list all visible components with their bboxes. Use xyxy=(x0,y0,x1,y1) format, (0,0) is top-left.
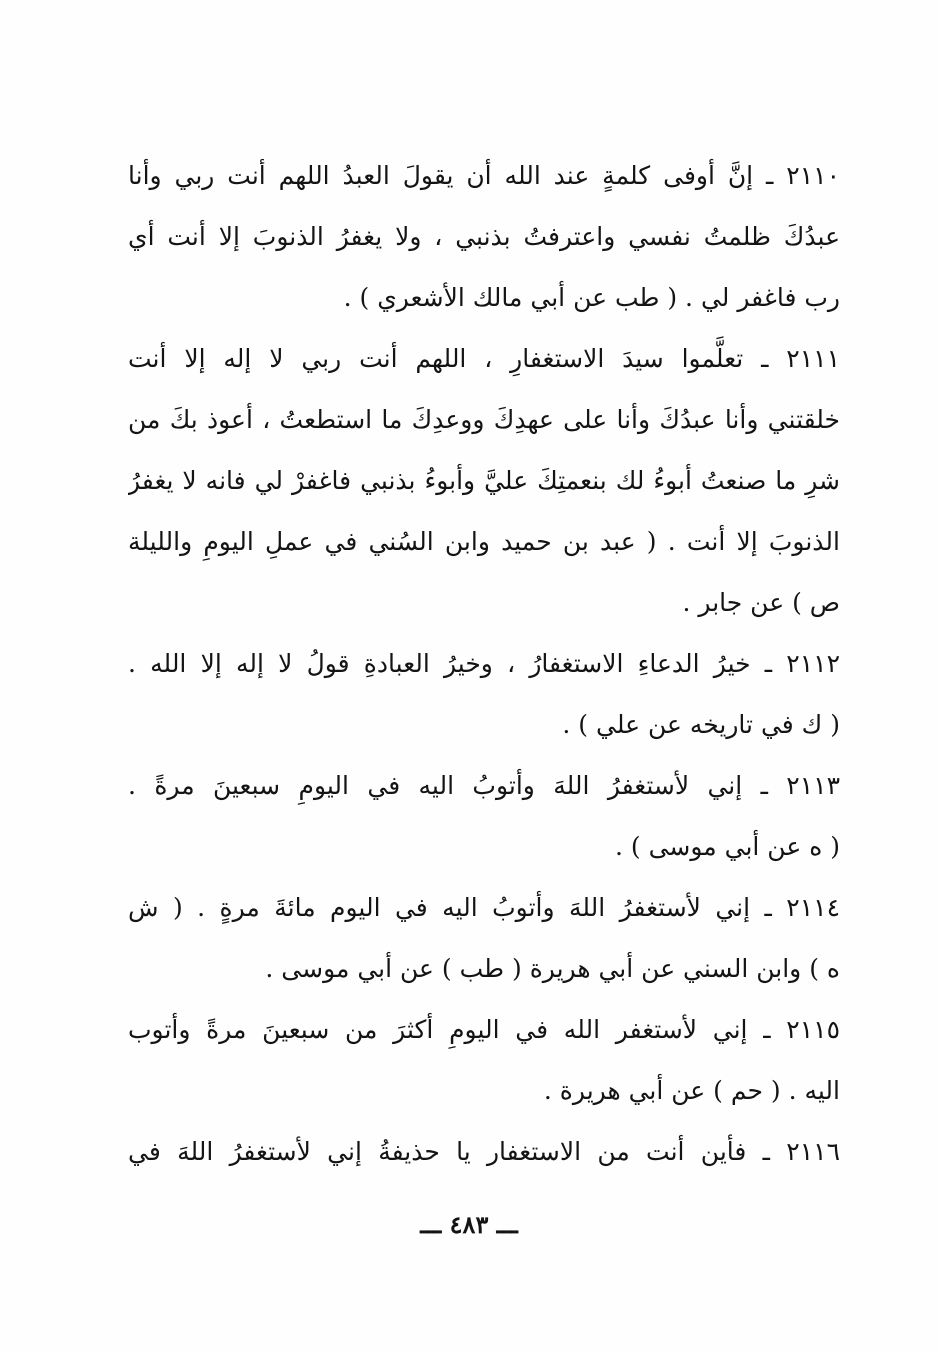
text-line: ٢١١١ ـ تعلَّموا سيدَ الاستغفارِ ، اللهم أنت ربي لا إله إلا أنت xyxy=(128,344,840,373)
hadith-entry-2114 xyxy=(128,877,840,999)
hadith-entry-2111 xyxy=(128,328,840,633)
hadith-text-block xyxy=(128,145,840,1182)
text-line: ٢١١٦ ـ فأين أنت من الاستغفار يا حذيفةُ إني لأستغفرُ اللهَ في xyxy=(128,1137,840,1166)
hadith-entry-2115 xyxy=(128,999,840,1121)
hadith-entry-2116 xyxy=(128,1121,840,1182)
text-line: عبدُكَ ظلمتُ نفسي واعترفتُ بذنبي ، ولا يغفرُ الذنوبَ إلا أنت أي xyxy=(128,222,840,251)
page-number: ـــ ٤٨٣ ـــ xyxy=(420,1210,518,1239)
text-line: ( ه عن أبي موسى ) . xyxy=(614,832,840,861)
text-line: ٢١١٢ ـ خيرُ الدعاءِ الاستغفارُ ، وخيرُ العبادةِ قولُ لا إله إلا الله . xyxy=(128,649,840,678)
hadith-entry-2110 xyxy=(128,145,840,328)
text-line: ه ) وابن السني عن أبي هريرة ( طب ) عن أبي موسى . xyxy=(265,954,840,983)
text-line: ( ك في تاريخه عن علي ) . xyxy=(562,710,840,739)
text-line: اليه . ( حم ) عن أبي هريرة . xyxy=(543,1076,840,1105)
text-line: ٢١١٥ ـ إني لأستغفر الله في اليومِ أكثرَ من سبعينَ مرةً وأتوب xyxy=(128,1015,840,1044)
hadith-entry-2112 xyxy=(128,633,840,755)
text-line: الذنوبَ إلا أنت . ( عبد بن حميد وابن السُني في عملِ اليومِ والليلة xyxy=(128,527,840,556)
text-line: ٢١١٣ ـ إني لأستغفرُ اللهَ وأتوبُ اليه في اليومِ سبعينَ مرةً . xyxy=(128,771,840,800)
hadith-entry-2113 xyxy=(128,755,840,877)
text-line: خلقتني وأنا عبدُكَ وأنا على عهدِكَ ووعدِكَ ما استطعتُ ، أعوذ بكَ من xyxy=(128,405,840,434)
text-line: رب فاغفر لي . ( طب عن أبي مالك الأشعري ) . xyxy=(343,283,840,312)
text-line: ص ) عن جابر . xyxy=(682,588,840,617)
text-line: ٢١١٠ ـ إنَّ أوفى كلمةٍ عند الله أن يقولَ العبدُ اللهم أنت ربي وأنا xyxy=(128,161,840,190)
text-line: شرِ ما صنعتُ أبوءُ لك بنعمتِكَ عليَّ وأبوءُ بذنبي فاغفرْ لي فانه لا يغفرُ xyxy=(128,466,840,495)
text-line: ٢١١٤ ـ إني لأستغفرُ اللهَ وأتوبُ اليه في اليوم مائةَ مرةٍ . ( ش xyxy=(128,893,840,922)
